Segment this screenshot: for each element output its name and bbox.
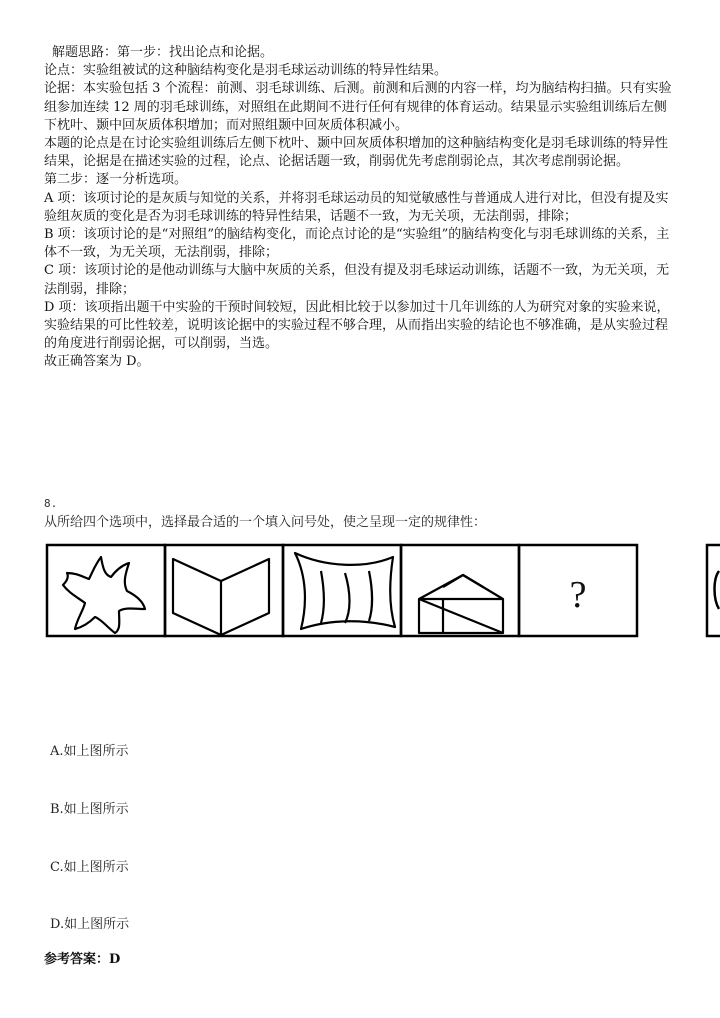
analysis-line: 论点：实验组被试的这种脑结构变化是羽毛球运动训练的特异性结果。	[44, 63, 448, 79]
option-a[interactable]: A.如上图所示	[50, 744, 129, 759]
analysis-line: 故正确答案为 D。	[44, 354, 150, 370]
analysis-line: 论据：本实验包括 3 个流程：前测、羽毛球训练、后测。前测和后测的内容一样，均为脑结构扫描。只有实验组参加连续 12 周的羽毛球训练，对照组在此期间不进行任何有规律的体育运动。结果显示实验组训练后左侧下枕叶、颞中回灰质体积增加；而对照组颞中回灰质体积减小。	[44, 81, 672, 133]
question-mark: ?	[569, 574, 587, 616]
house-shape	[419, 575, 503, 633]
analysis-line: D 项：该项指出题干中实验的干预时间较短，因此相比较于以参加过十几年训练的人为研究对象的实验来说，实验结果的可比性较差，说明该论据中的实验过程不够合理，从而指出实验的结论也不够准确，是从实验过程的角度进行削弱论据，可以削弱，当选。	[44, 299, 670, 352]
solution-analysis	[44, 44, 676, 372]
option-b[interactable]: B.如上图所示	[50, 802, 129, 817]
open-book-shape	[173, 559, 269, 635]
reference-answer: 参考答案：D	[44, 952, 121, 967]
question-stem: 从所给四个选项中，选择最合适的一个填入问号处，使之呈现一定的规律性：	[44, 515, 487, 530]
figure-cell-2	[165, 545, 283, 636]
analysis-line: A 项：该项讨论的是灰质与知觉的关系，并将羽毛球运动员的知觉敏感性与普通成人进行对比，但没有提及实验组灰质的变化是否为羽毛球训练的特异性结果，话题不一致，为无关项，无法削弱，排除；	[44, 190, 669, 224]
analysis-line: B 项：该项讨论的是“对照组”的脑结构变化，而论点讨论的是“实验组”的脑结构变化与羽毛球训练的关系，主体不一致，为无关项，无法削弱，排除；	[44, 227, 670, 261]
options-figure-partial	[707, 545, 720, 636]
star-blob-shape	[63, 557, 145, 633]
analysis-line: 解题思路：第一步：找出论点和论据。	[52, 45, 274, 60]
curved-frame-shape	[295, 553, 395, 629]
option-c[interactable]: C.如上图所示	[50, 860, 129, 875]
analysis-line: C 项：该项讨论的是他动训练与大脑中灰质的关系，但没有提及羽毛球运动训练，话题不一致，为无关项，无法削弱，排除；	[44, 263, 670, 297]
option-d[interactable]: D.如上图所示	[50, 917, 130, 932]
analysis-line: 本题的论点是在讨论实验组训练后左侧下枕叶、颞中回灰质体积增加的这种脑结构变化是羽毛球训练的特异性结果，论据是在描述实验的过程，论点、论据话题一致，削弱优先考虑削弱论点，其次考虑削弱论据。	[44, 136, 669, 170]
analysis-line: 第二步：逐一分析选项。	[44, 172, 188, 188]
question-number: 8.	[44, 497, 58, 510]
question-figure	[45, 543, 720, 639]
figure-cell-1	[47, 545, 165, 636]
